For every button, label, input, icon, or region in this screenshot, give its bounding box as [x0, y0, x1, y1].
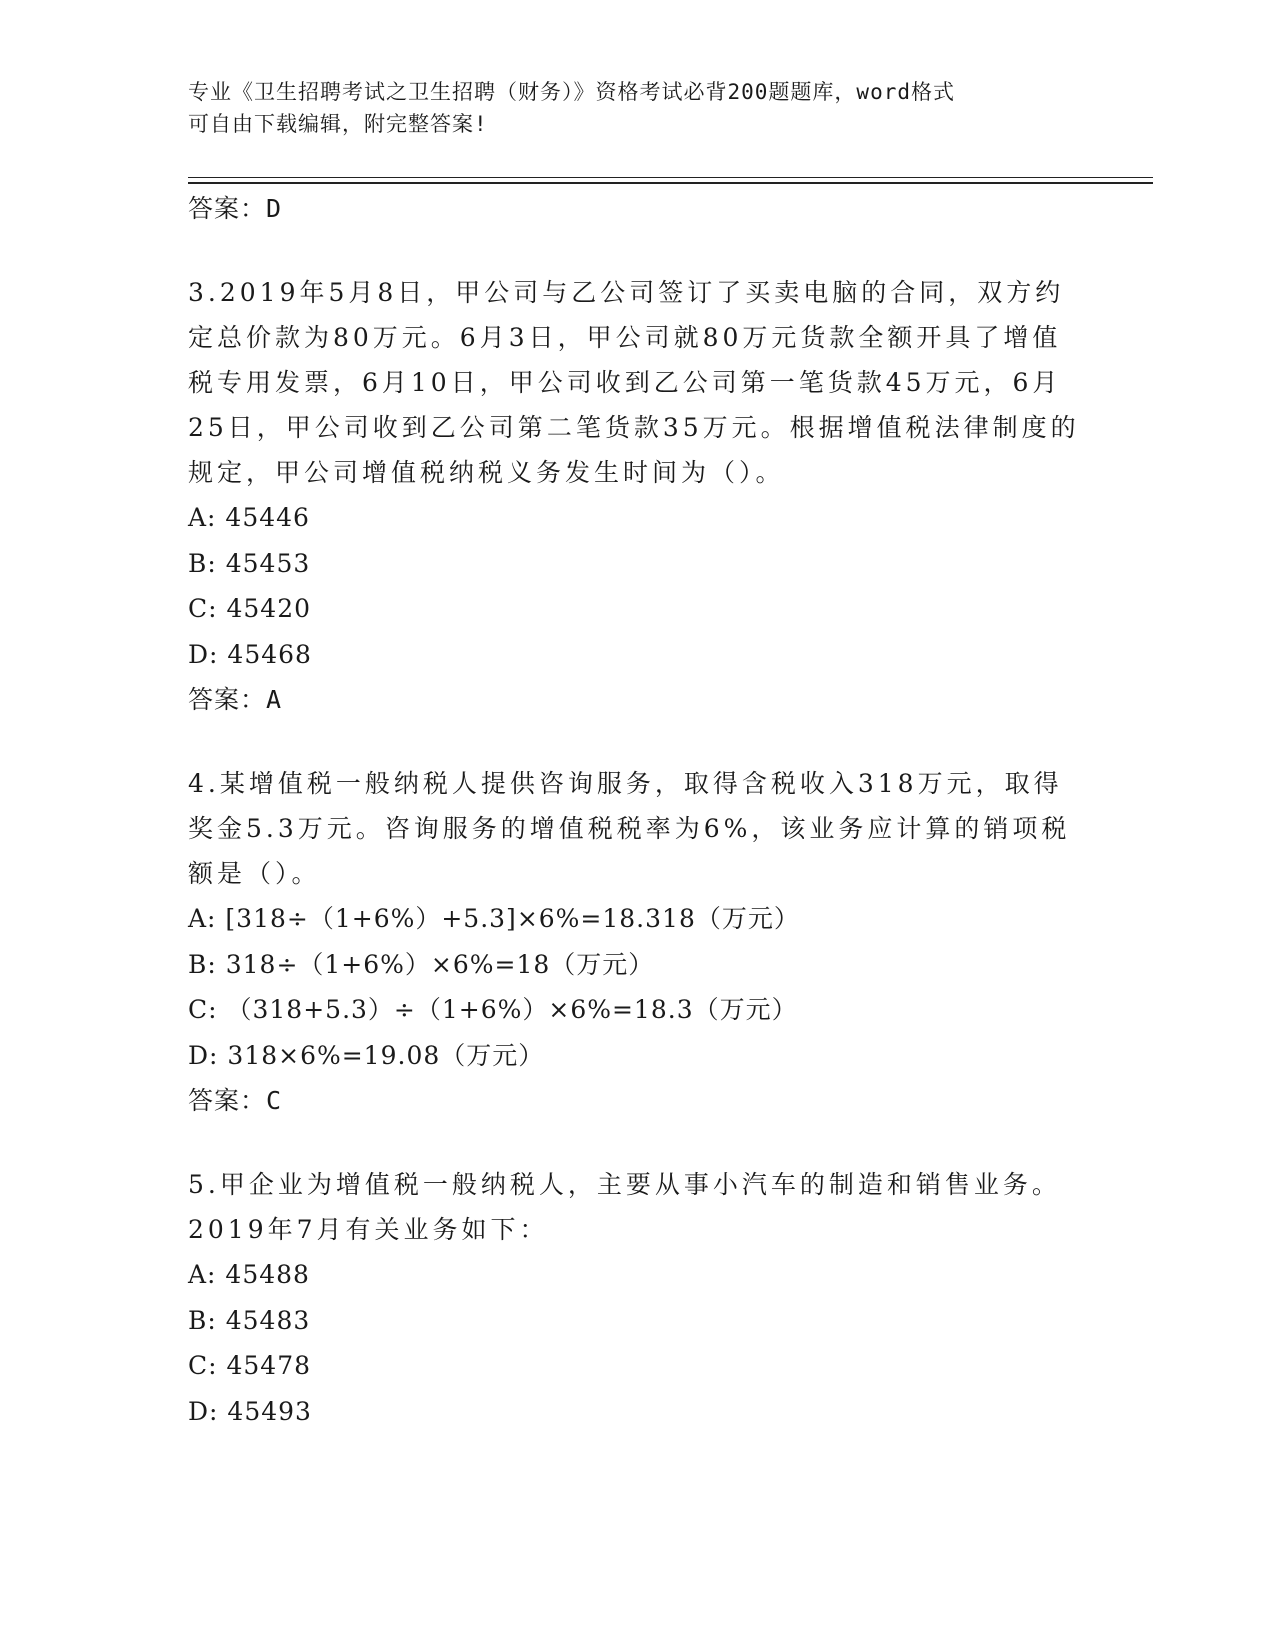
option-a: A: 45446 — [188, 503, 310, 532]
question-line: 3.2019年5月8日，甲公司与乙公司签订了买卖电脑的合同，双方约 — [188, 278, 1065, 307]
option-c: C: 45478 — [188, 1351, 312, 1380]
option-d: D: 45468 — [188, 639, 312, 669]
document-body — [188, 186, 1088, 1434]
answer-label: 答案：A — [188, 685, 283, 714]
question-text — [188, 761, 1088, 896]
question-line: 4.某增值税一般纳税人提供咨询服务，取得含税收入318万元，取得 — [188, 769, 1063, 798]
option-b: B: 45453 — [188, 548, 311, 578]
question-line: 规定，甲公司增值税纳税义务发生时间为（）。 — [188, 458, 785, 487]
question-text — [188, 1162, 1088, 1252]
question-text — [188, 270, 1088, 495]
header-line-2: 可自由下载编辑，附完整答案! — [188, 112, 488, 136]
question-line: 奖金5.3万元。咨询服务的增值税税率为6%，该业务应计算的销项税 — [188, 814, 1071, 843]
option-c: C: （318+5.3）÷（1+6%）×6%=18.3（万元） — [188, 995, 798, 1024]
answer-label: 答案：C — [188, 1086, 283, 1115]
option-a: A: 45488 — [188, 1260, 310, 1289]
document-header — [188, 76, 1088, 140]
option-b: B: 318÷（1+6%）×6%=18（万元） — [188, 949, 655, 979]
header-rule-thick — [188, 182, 1153, 184]
option-c: C: 45420 — [188, 594, 312, 623]
question-block-5 — [188, 1162, 1088, 1434]
answer-label: 答案：D — [188, 194, 283, 223]
header-line-1: 专业《卫生招聘考试之卫生招聘（财务）》资格考试必背200题题库，word格式 — [188, 80, 955, 104]
option-a: A: [318÷（1+6%）+5.3]×6%=18.318（万元） — [188, 904, 800, 933]
option-d: D: 45493 — [188, 1396, 312, 1426]
option-b: B: 45483 — [188, 1305, 311, 1335]
question-line: 定总价款为80万元。6月3日，甲公司就80万元货款全额开具了增值 — [188, 323, 1062, 352]
header-rule-thin — [188, 177, 1153, 178]
question-line: 5.甲企业为增值税一般纳税人，主要从事小汽车的制造和销售业务。 — [188, 1170, 1061, 1199]
option-d: D: 318×6%=19.08（万元） — [188, 1040, 545, 1070]
question-block-3 — [188, 270, 1088, 722]
question-line: 25日，甲公司收到乙公司第二笔货款35万元。根据增值税法律制度的 — [188, 413, 1080, 442]
question-block-4 — [188, 761, 1088, 1123]
question-line: 2019年7月有关业务如下： — [188, 1215, 549, 1244]
question-line: 额是（）。 — [188, 859, 321, 888]
question-line: 税专用发票，6月10日，甲公司收到乙公司第一笔货款45万元，6月 — [188, 368, 1062, 397]
